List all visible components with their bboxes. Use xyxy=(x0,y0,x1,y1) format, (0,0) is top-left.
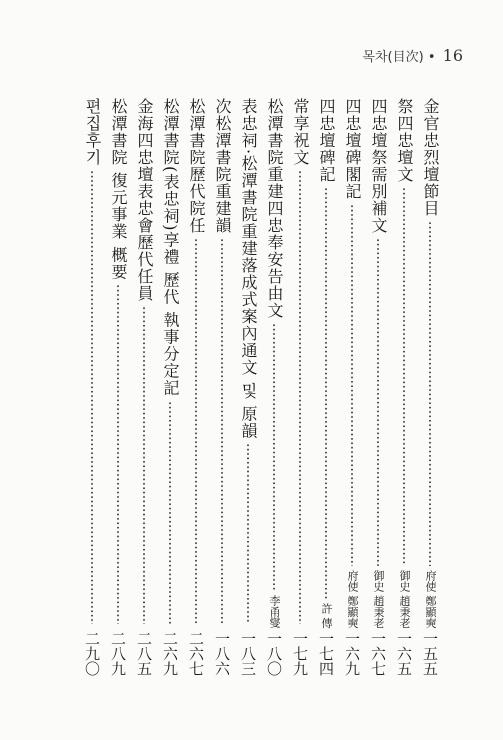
toc-entry[interactable] xyxy=(184,98,208,676)
toc-entry-page: 一五五 xyxy=(421,631,439,676)
toc-entry-title: 次松潭書院重建韻 xyxy=(213,98,232,234)
dot-leader xyxy=(91,170,93,624)
toc-entry[interactable] xyxy=(340,98,364,676)
toc-entry-title: 表忠祠·松潭書院重建落成式案內通文 및 原韻 xyxy=(239,98,258,440)
toc-entry-author: 府使 鄭顯奭 xyxy=(424,569,437,628)
dot-leader xyxy=(169,401,171,624)
toc-entry-page: 一八〇 xyxy=(265,631,283,676)
header-bullet: • xyxy=(427,50,436,65)
toc-entry-page: 二八九 xyxy=(109,631,127,676)
dot-leader xyxy=(351,204,353,566)
header-page-number: 16 xyxy=(442,46,463,65)
table-of-contents xyxy=(80,98,442,676)
toc-entry-page: 一六七 xyxy=(369,631,387,676)
toc-entry[interactable] xyxy=(132,98,156,676)
toc-entry-title: 松潭書院(表忠祠)享禮 歷代 執事分定記 xyxy=(161,98,180,397)
toc-entry-page: 一六九 xyxy=(343,631,361,676)
dot-leader xyxy=(221,238,223,624)
toc-entry-page: 二六九 xyxy=(161,631,179,676)
dot-leader xyxy=(429,221,431,566)
toc-entry-page: 一八三 xyxy=(239,631,257,676)
toc-entry[interactable] xyxy=(236,98,260,676)
toc-entry[interactable] xyxy=(262,98,286,676)
toc-entry[interactable] xyxy=(314,98,338,676)
toc-entry[interactable] xyxy=(80,98,104,676)
dot-leader xyxy=(273,323,275,591)
toc-entry-title: 松潭書院重建四忠奉安告由文 xyxy=(265,98,284,319)
toc-entry-title: 金海四忠壇表忠會歷代任員 xyxy=(135,98,154,302)
dot-leader xyxy=(299,170,301,624)
toc-entry-author: 府使 鄭顯奭 xyxy=(346,569,359,628)
header-label: 목차(目次) xyxy=(362,50,424,65)
toc-entry-page: 一七九 xyxy=(291,631,309,676)
toc-entry-title: 四忠壇碑記 xyxy=(317,98,336,183)
toc-entry-page: 一八六 xyxy=(213,631,231,676)
toc-entry-title: 祭四忠壇文 xyxy=(395,98,414,183)
dot-leader xyxy=(117,284,119,624)
page-header xyxy=(362,46,463,65)
toc-entry[interactable] xyxy=(366,98,390,676)
toc-entry-author: 許 傳 xyxy=(320,602,333,628)
toc-entry-title: 편집후기 xyxy=(83,98,102,166)
toc-entry[interactable] xyxy=(106,98,130,676)
toc-entry-page: 二六七 xyxy=(187,631,205,676)
toc-entry[interactable] xyxy=(158,98,182,676)
toc-entry-author: 御史 趙秉老 xyxy=(372,569,385,628)
dot-leader xyxy=(143,306,145,624)
dot-leader xyxy=(325,187,327,599)
toc-entry-title: 四忠壇祭需別補文 xyxy=(369,98,388,234)
toc-entry-page: 二八五 xyxy=(135,631,153,676)
toc-entry-author: 李甬燮 xyxy=(268,595,281,628)
toc-entry[interactable] xyxy=(210,98,234,676)
toc-entry[interactable] xyxy=(392,98,416,676)
toc-entry-page: 一六五 xyxy=(395,631,413,676)
toc-entry-title: 常享祝文 xyxy=(291,98,310,166)
toc-entry-page: 一七四 xyxy=(317,631,335,676)
toc-entry-page: 二九〇 xyxy=(83,631,101,676)
dot-leader xyxy=(377,238,379,566)
dot-leader xyxy=(247,443,249,624)
dot-leader xyxy=(195,238,197,624)
toc-entry-author: 御史 趙秉老 xyxy=(398,569,411,628)
toc-entry[interactable] xyxy=(288,98,312,676)
toc-entry[interactable] xyxy=(418,98,442,676)
toc-entry-title: 四忠壇碑閣記 xyxy=(343,98,362,200)
dot-leader xyxy=(403,187,405,566)
toc-entry-title: 金官忠烈壇節目 xyxy=(421,98,440,217)
toc-entry-title: 松潭書院 復元事業 概要 xyxy=(109,98,128,281)
toc-entry-title: 松潭書院歷代院任 xyxy=(187,98,206,234)
